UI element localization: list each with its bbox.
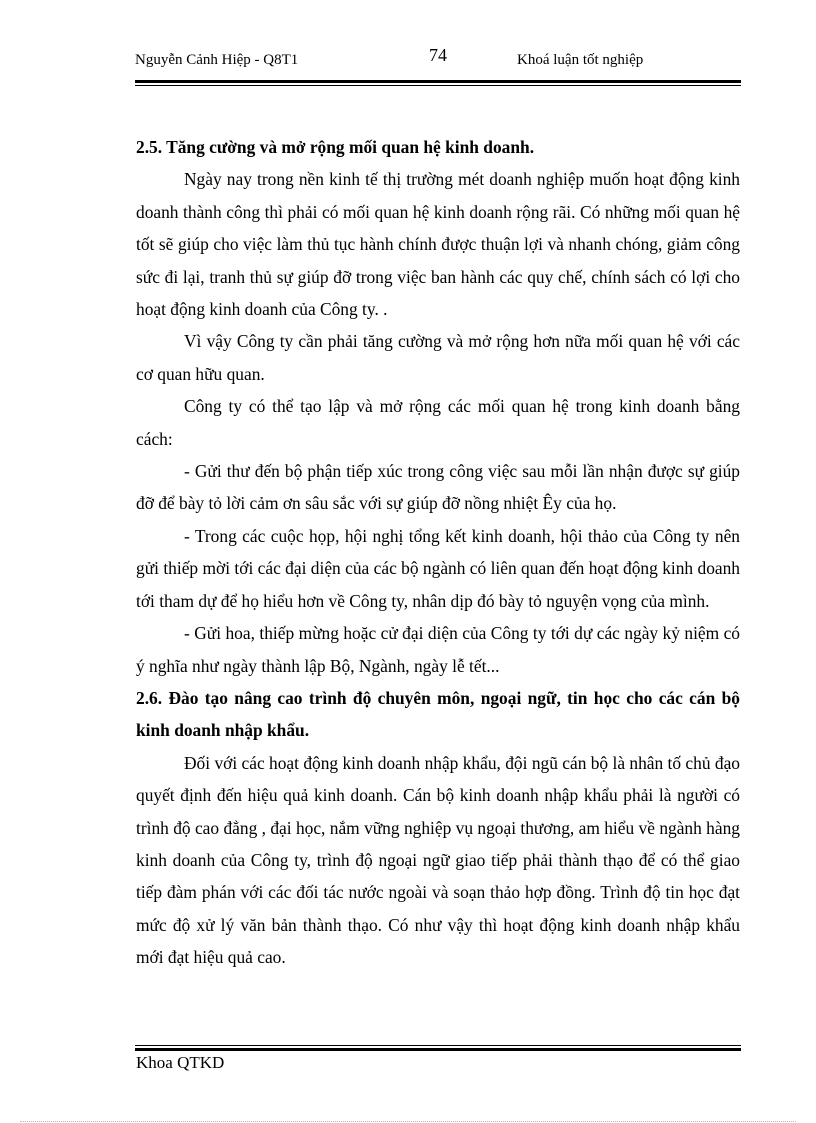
paragraph: Ngày nay trong nền kinh tế thị trường mét doanh nghiệp muốn hoạt động kinh doanh thành công thì phải có mối quan hệ kinh doanh rộng rãi. Có những mối quan hệ tốt sẽ giúp cho việc làm thủ tục hành chính được thuận lợi và nhanh chóng, giảm công sức đi lại, tranh thủ sự giúp đỡ trong việc ban hành các quy chế, chính sách có lợi cho hoạt động kinh doanh của Công ty. . <box>136 169 740 320</box>
header-rule-thin <box>135 85 741 86</box>
paragraph: Vì vậy Công ty cần phải tăng cường và mở rộng hơn nữa mối quan hệ với các cơ quan hữu quan. <box>136 331 740 384</box>
page-content <box>136 131 740 974</box>
footer-rule-thin <box>135 1045 741 1046</box>
bullet-item: - Gửi hoa, thiếp mừng hoặc cử đại diện của Công ty tới dự các ngày kỷ niệm có ý nghĩa như ngày thành lập Bộ, Ngành, ngày lễ tết... <box>136 623 740 676</box>
section-heading-2-6: 2.6. Đào tạo nâng cao trình độ chuyên môn, ngoại ngữ, tin học cho các cán bộ kinh doanh nhập khẩu. <box>136 687 740 741</box>
section-heading-2-5: 2.5. Tăng cường và mở rộng mối quan hệ kinh doanh. <box>136 137 535 157</box>
page-header <box>135 44 741 78</box>
header-document-type: Khoá luận tốt nghiệp <box>517 52 644 68</box>
header-author: Nguyễn Cảnh Hiệp - Q8T1 <box>135 52 299 68</box>
paragraph: Đối với các hoạt động kinh doanh nhập khẩu, đội ngũ cán bộ là nhân tố chủ đạo quyết định đến hiệu quả kinh doanh. Cán bộ kinh doanh nhập khẩu phải là người có trình độ cao đẳng , đại học, nắm vững nghiệp vụ ngoại thương, am hiểu về ngành hàng kinh doanh của Công ty, trình độ ngoại ngữ giao tiếp phải thành thạo để có thể giao tiếp đàm phán với các đối tác nước ngoài và soạn thảo hợp đồng. Trình độ tin học đạt mức độ xử lý văn bản thành thạo. Có như vậy thì hoạt động kinh doanh nhập khẩu mới đạt hiệu quả cao. <box>136 752 740 968</box>
page-footer: Khoa QTKD <box>136 1053 225 1072</box>
paragraph: Công ty có thể tạo lập và mở rộng các mối quan hệ trong kinh doanh bằng cách: <box>136 396 740 449</box>
page-number: 74 <box>429 45 447 65</box>
header-rule-thick <box>135 80 741 83</box>
bullet-item: - Trong các cuộc họp, hội nghị tổng kết kinh doanh, hội thảo của Công ty nên gửi thiếp mời tới các đại diện của các bộ ngành có liên quan đến hoạt động kinh doanh tới tham dự để họ hiểu hơn về Công ty, nhân dịp đó bày tỏ nguyện vọng của mình. <box>136 525 740 611</box>
bullet-item: - Gửi thư đến bộ phận tiếp xúc trong công việc sau mỗi lần nhận được sự giúp đỡ để bày tỏ lời cảm ơn sâu sắc với sự giúp đỡ nồng nhiệt Êy của họ. <box>136 461 740 514</box>
footer-rule-thick <box>135 1048 741 1051</box>
page-bottom-edge <box>20 1121 796 1122</box>
